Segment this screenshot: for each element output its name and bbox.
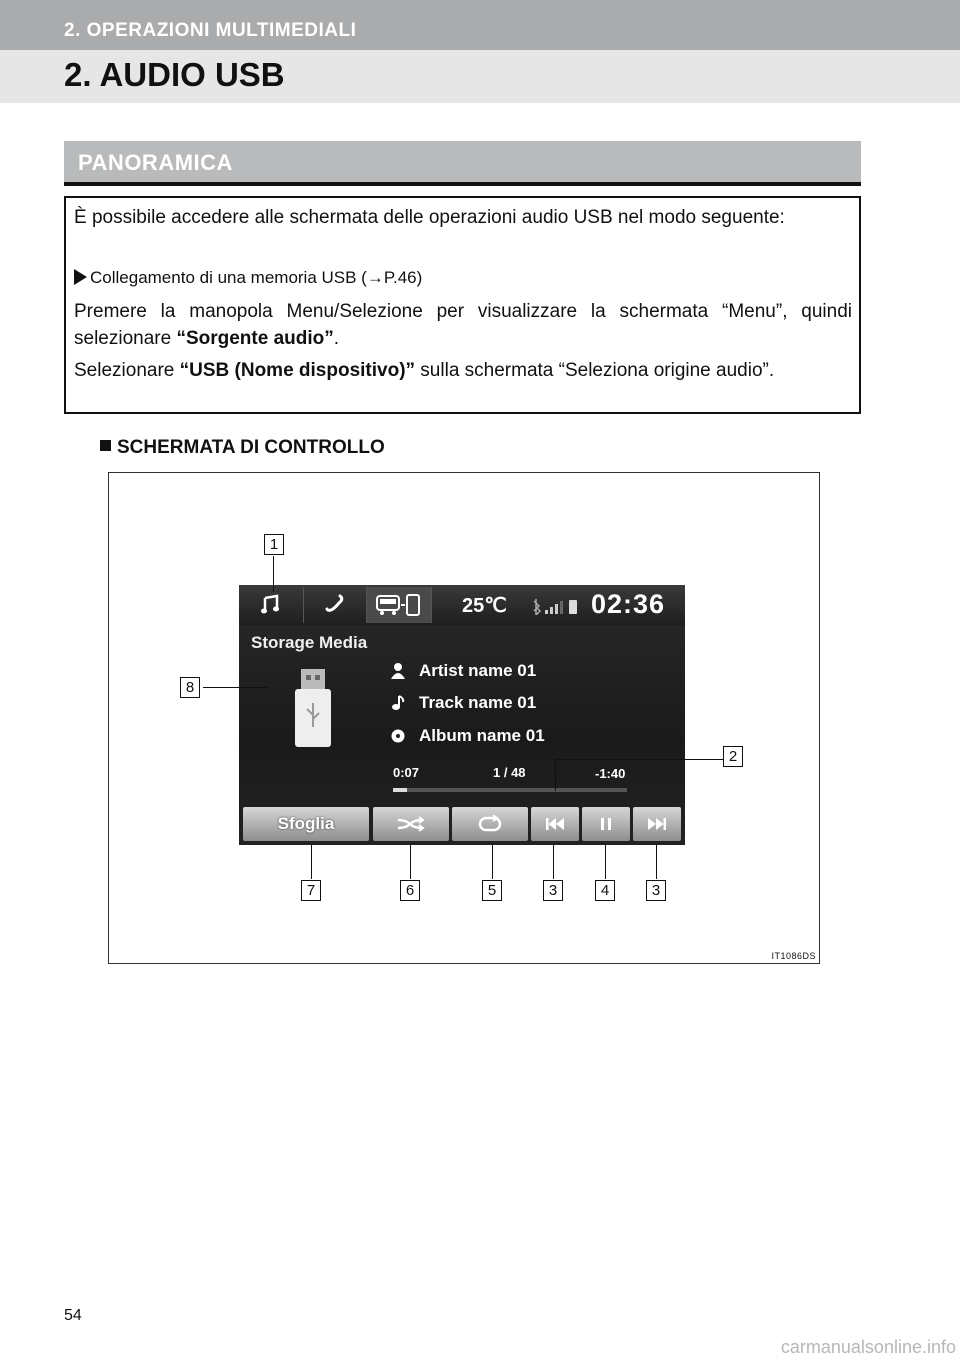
elapsed-time: 0:07 [393,765,420,780]
arrow-bullet-icon [74,269,87,285]
remaining-time: -1:40 [595,766,626,781]
shuffle-button[interactable] [373,807,449,841]
next-track-button[interactable] [633,807,681,841]
track-count: 1 / 48 [493,765,526,780]
leader-line-4 [605,845,606,879]
callout-5: 5 [482,880,502,901]
leader-line-2b [555,759,556,791]
tab-car-phone[interactable] [367,587,432,623]
step-2-text: Selezionare [74,360,180,381]
callout-1: 1 [264,534,284,555]
leader-line-5 [492,845,493,879]
repeat-icon [477,815,503,833]
leader-line-1 [273,556,274,592]
watermark: carmanualsonline.info [780,1337,956,1357]
leader-line-3a [553,845,554,879]
leader-line-8 [203,687,267,688]
temperature: 25℃ [462,595,507,617]
browse-button[interactable] [243,807,369,841]
step-1-end: . [333,328,340,349]
leader-line-7 [311,845,312,879]
signal-battery-icon [531,599,583,615]
leader-line-3b [656,845,657,879]
step-2-end: sulla schermata “Seleziona origine audio”. [415,360,775,381]
status-bar [239,585,685,625]
callout-3a: 3 [543,880,563,901]
step-1-bold: “Sorgente audio” [176,328,334,349]
audio-screen [239,585,685,845]
pause-icon [601,818,611,830]
step-2 [74,357,852,384]
panoramica-title: PANORAMICA [78,150,233,175]
subheading [100,437,385,459]
source-title: Storage Media [251,633,368,652]
step-2-bold: “USB (Nome dispositivo)” [179,360,416,381]
track-icon [391,695,405,711]
tab-audio[interactable] [239,587,304,623]
phone-icon [324,594,346,616]
chapter-title: 2. OPERAZIONI MULTIMEDIALI [64,20,357,41]
leader-line-6 [410,845,411,879]
figure-code: IT1086DS [771,951,816,961]
album-icon [391,729,405,743]
artist-name: Artist name 01 [419,661,537,680]
skip-previous-icon [546,818,564,830]
shuffle-icon [396,816,426,832]
tab-phone[interactable] [304,587,367,623]
intro-text: È possibile accedere alle schermata delle operazioni audio USB nel modo seguente: [74,207,785,228]
callout-7: 7 [301,880,321,901]
leader-line-2 [555,759,723,760]
callout-6: 6 [400,880,420,901]
info-box [64,196,861,414]
prev-track-button[interactable] [531,807,579,841]
bullet-text: Collegamento di una memoria USB (→P.46) [90,268,423,287]
artist-icon [391,663,405,679]
usb-stick-icon [295,669,331,747]
skip-next-icon [648,818,666,830]
chapter-bar [0,0,960,50]
panoramica-header [64,141,861,186]
page-number: 54 [64,1307,82,1324]
callout-8: 8 [180,677,200,698]
square-bullet-icon [100,440,111,451]
car-phone-icon [375,593,423,617]
pause-button[interactable] [582,807,630,841]
callout-4: 4 [595,880,615,901]
step-1-text: Premere la manopola Menu/Selezione per visualizzare la schermata “Menu”, quindi selezionare [74,301,852,349]
progress-fill [393,788,407,792]
bullet-item [74,264,852,291]
figure [108,472,820,964]
section-title: 2. AUDIO USB [64,56,285,93]
browse-label: Sfoglia [277,814,335,833]
progress-bar[interactable] [393,788,627,792]
album-name: Album name 01 [419,726,545,745]
track-name: Track name 01 [419,693,537,712]
repeat-button[interactable] [452,807,528,841]
callout-3b: 3 [646,880,666,901]
callout-2: 2 [723,746,743,767]
music-note-icon [260,594,282,616]
subheading-text: SCHERMATA DI CONTROLLO [117,437,385,458]
clock: 02:36 [591,589,666,619]
step-1 [74,298,852,352]
